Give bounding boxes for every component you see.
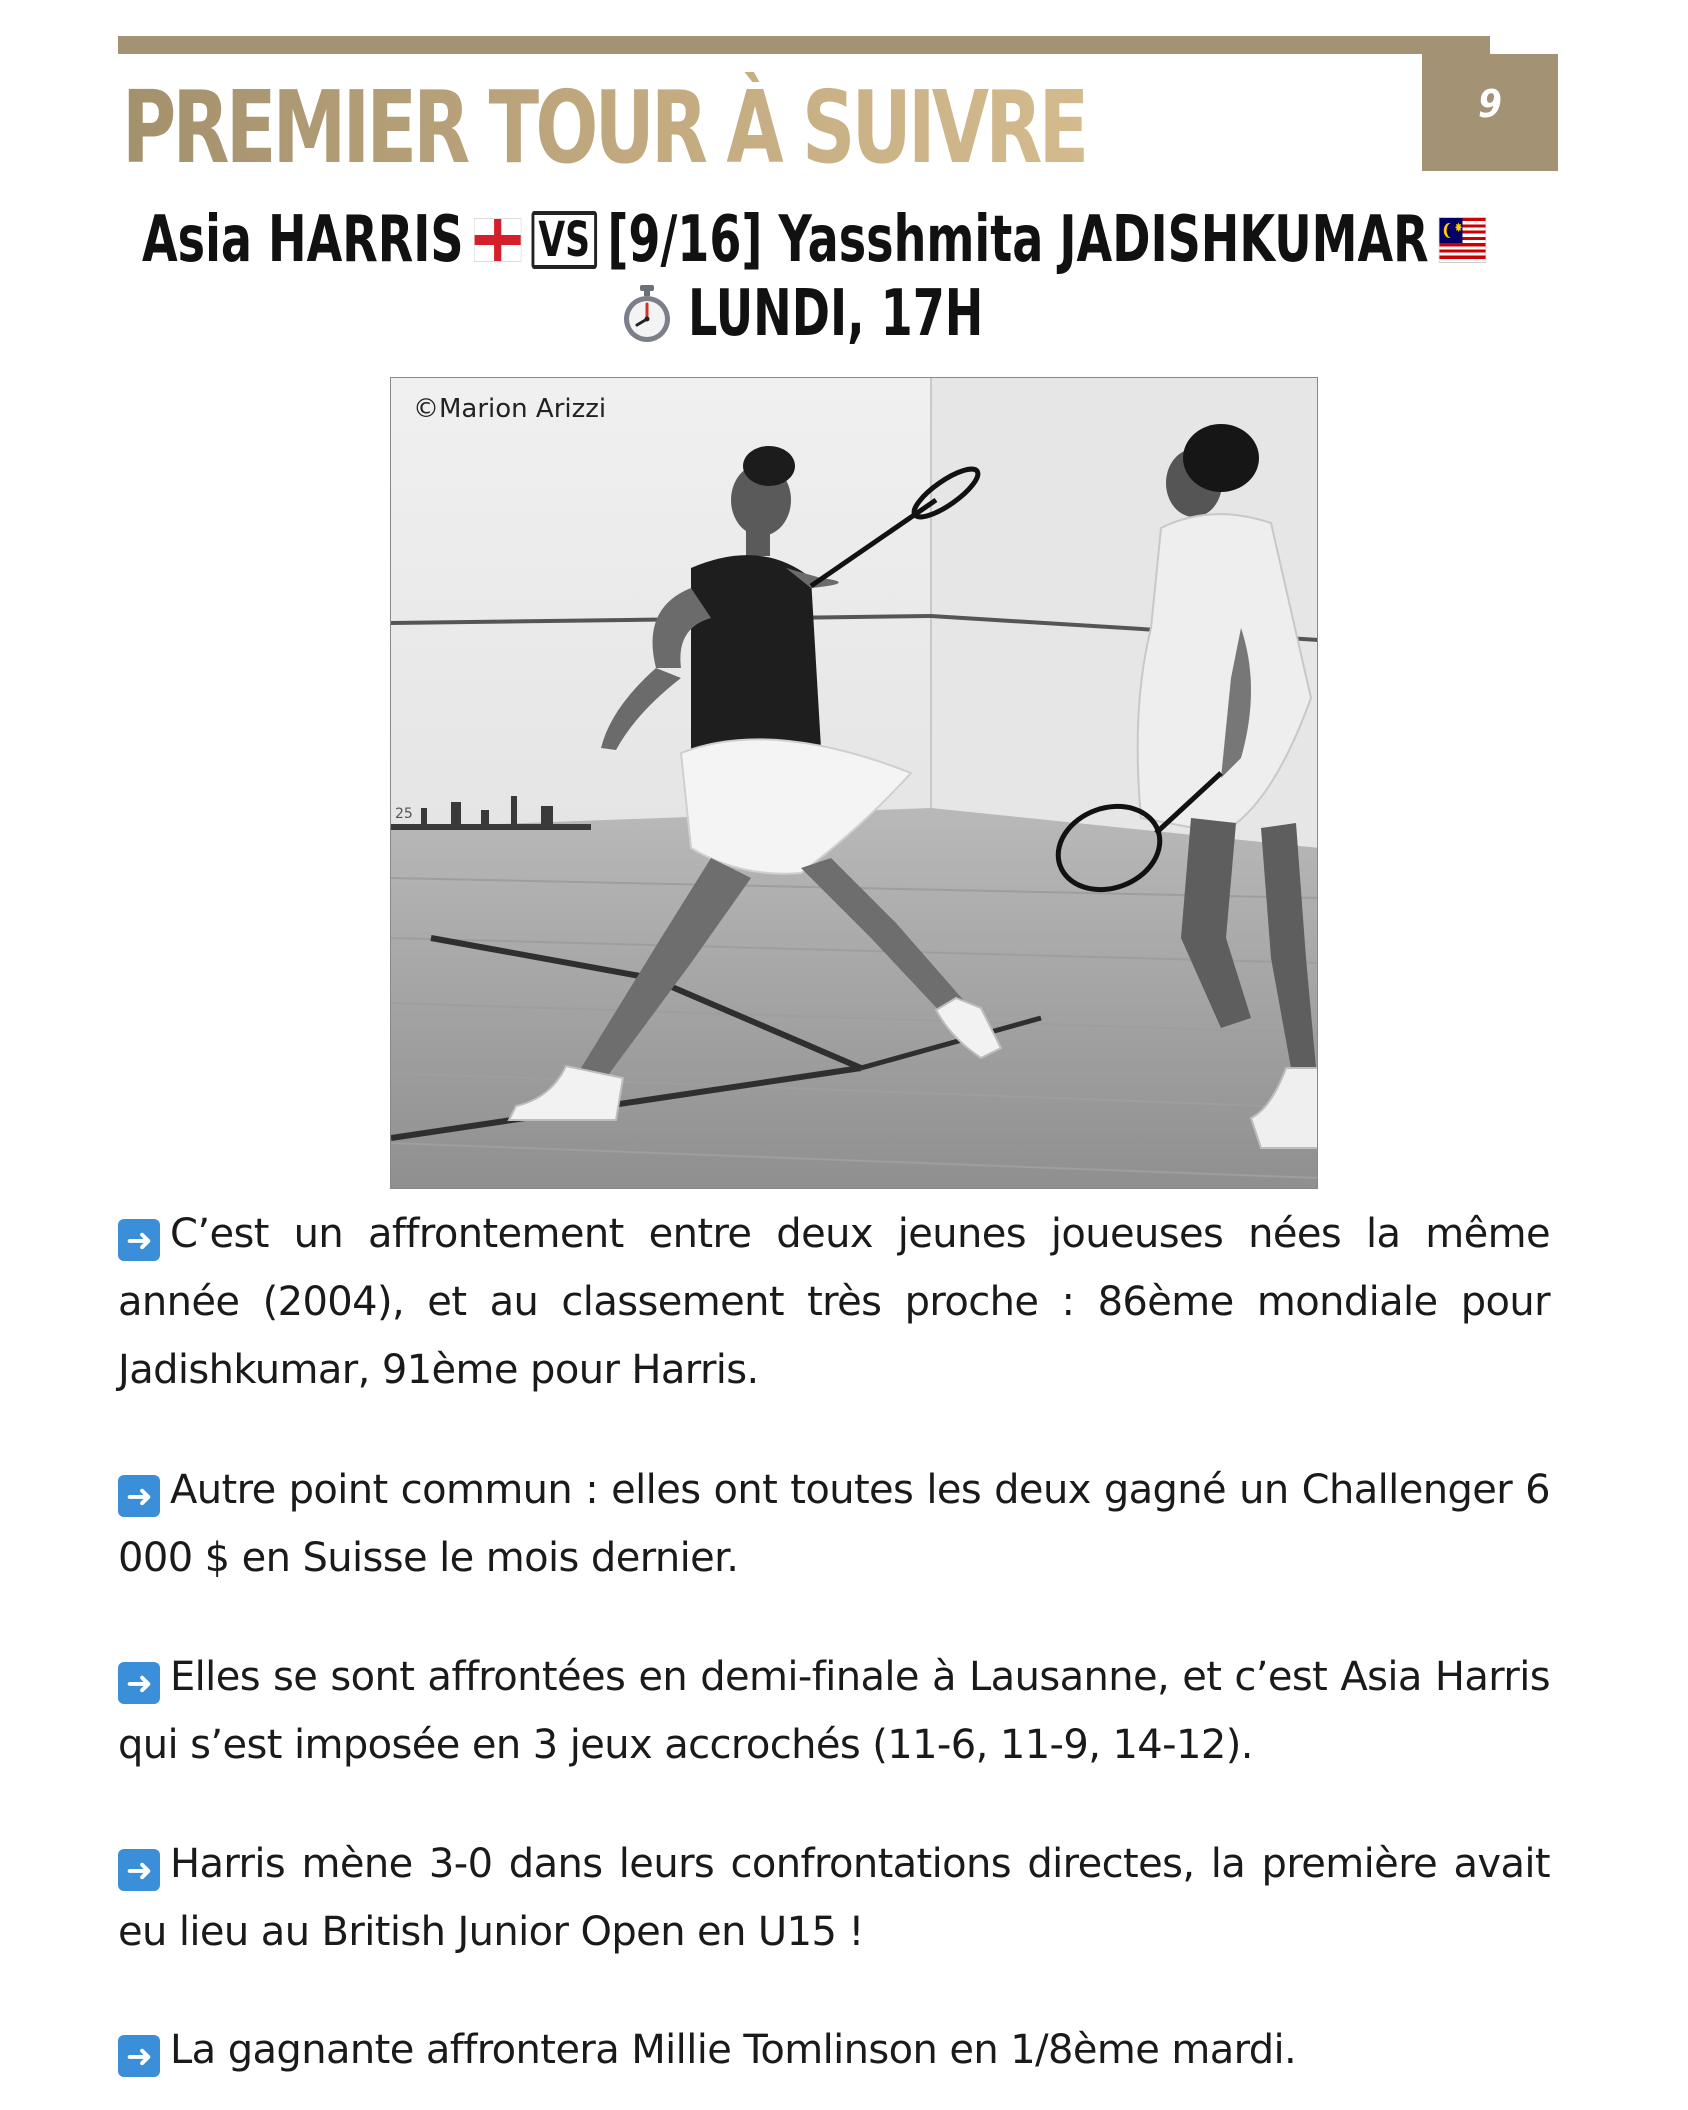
matchup-line [142,204,1486,276]
schedule-text: LUNDI, 17H [688,277,984,351]
match-photo [390,377,1318,1189]
svg-text:25: 25 [395,806,413,822]
right-arrow-icon: ➜ [118,1849,160,1891]
stopwatch-icon [620,284,674,344]
right-arrow-icon: ➜ [118,2035,160,2077]
match-schedule [620,278,1098,350]
right-arrow-icon: ➜ [118,1475,160,1517]
paragraph-1: ➜ C’est un affrontement entre deux jeunes joueuses nées la même année (2004), et au classement très proche : 86ème mondiale pour Jadishkumar, 91ème pour Harris. [118,1211,1550,1393]
page-number: 9 [1478,82,1502,126]
player1-name: Asia HARRIS [142,203,464,277]
header-rule [118,36,1490,54]
versus-badge: VS [531,211,597,269]
photo-credit: ©Marion Arizzi [413,394,607,424]
malaysia-flag-icon: ✸ [1439,217,1487,263]
paragraph-5: ➜ La gagnante affrontera Millie Tomlinson en 1/8ème mardi. [118,2016,1550,2084]
page-number-box [1422,54,1558,171]
right-arrow-icon: ➜ [118,1219,160,1261]
paragraph-3: ➜ Elles se sont affrontées en demi-finale à Lausanne, et c’est Asia Harris qui s’est imposée en 3 jeux accrochés (11-6, 11-9, 14-12). [118,1654,1550,1768]
paragraph-4: ➜ Harris mène 3-0 dans leurs confrontations directes, la première avait eu lieu au British Junior Open en U15 ! [118,1841,1550,1955]
england-flag-icon [474,218,522,262]
paragraph-2: ➜ Autre point commun : elles ont toutes les deux gagné un Challenger 6 000 $ en Suisse le mois dernier. [118,1467,1550,1581]
squash-players-illustration [391,378,1318,1189]
right-arrow-icon: ➜ [118,1662,160,1704]
player2-name: [9/16] Yasshmita JADISHKUMAR [607,203,1429,277]
page-title: PREMIER TOUR À SUIVRE [122,69,1086,186]
